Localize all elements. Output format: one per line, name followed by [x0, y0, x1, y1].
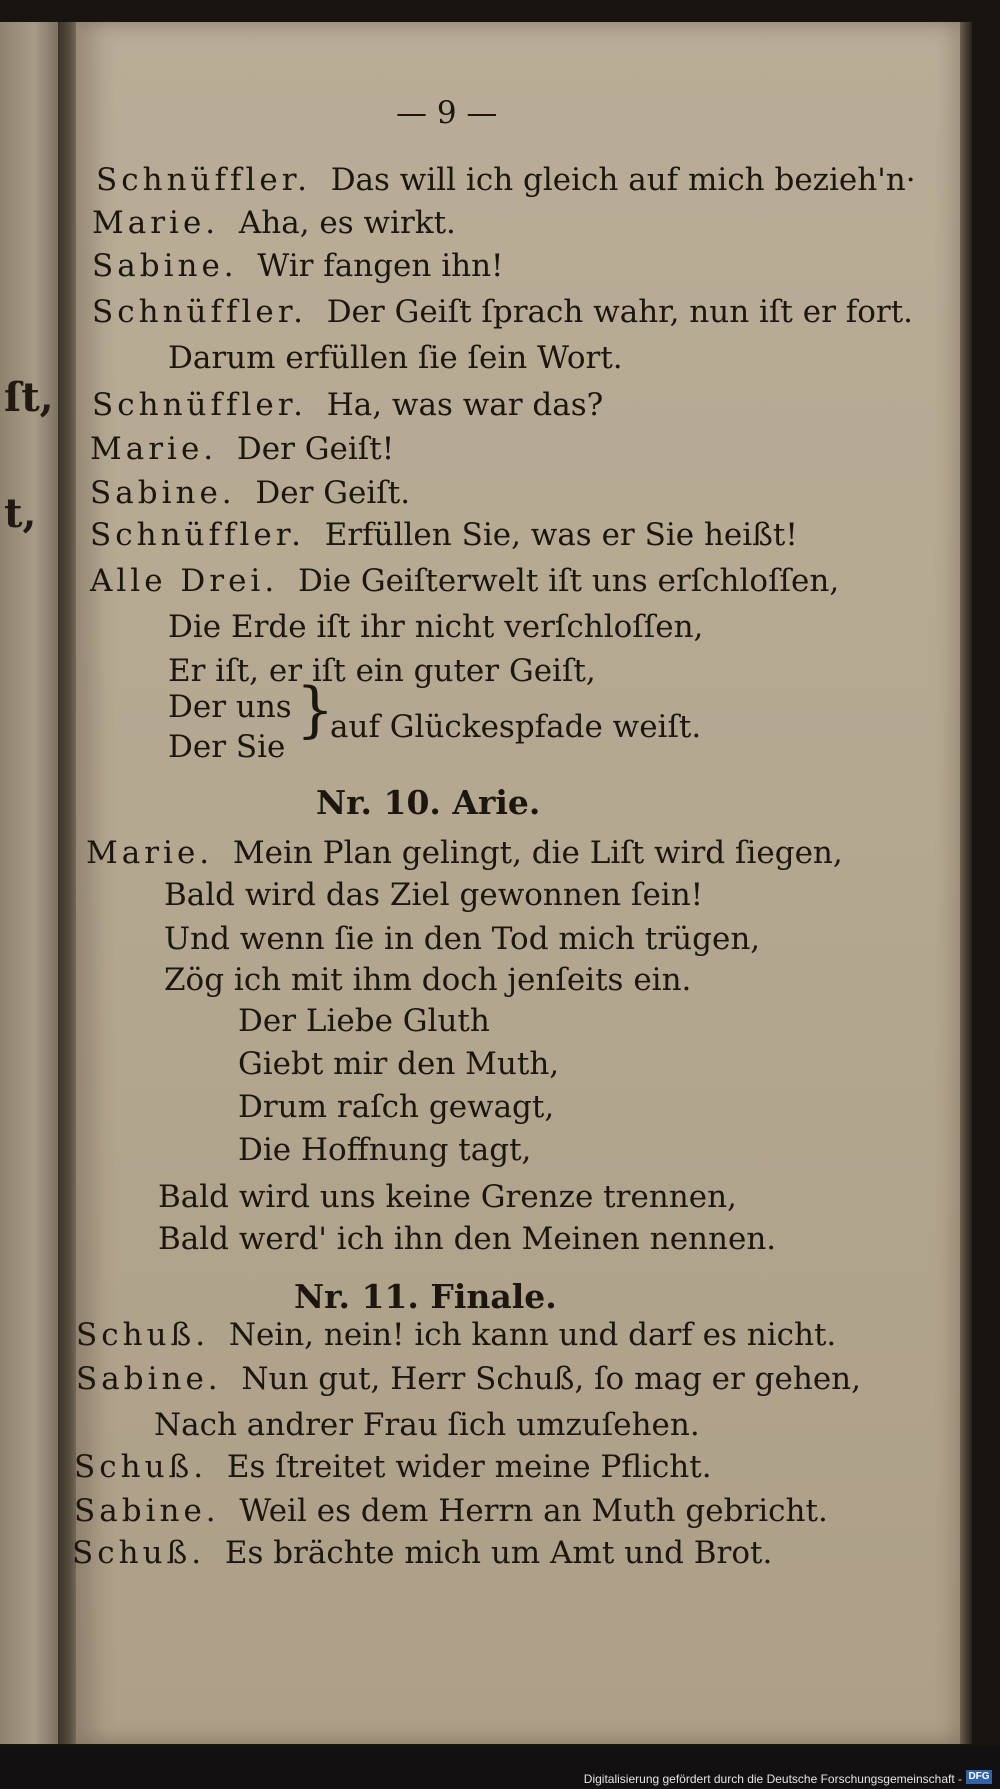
dialogue-line	[92, 387, 604, 423]
line-text: Mein Plan gelingt, die Liſt wird ſiegen,	[232, 835, 843, 871]
brace-text: auf Glückespfade weiſt.	[330, 709, 702, 745]
dialogue-line	[90, 431, 395, 467]
digitization-credit: Digitalisierung gefördert durch die Deutsche Forschungsgemeinschaft -	[583, 1772, 962, 1786]
dialogue-line	[90, 475, 411, 511]
verse-line: Bald wird uns keine Grenze trennen,	[158, 1179, 737, 1215]
speaker-name: Schuß.	[74, 1449, 208, 1485]
dialogue-line	[76, 1317, 837, 1353]
line-text: Nach andrer Frau ſich umzuſehen.	[154, 1407, 700, 1443]
dialogue-line	[90, 563, 840, 599]
line-text: Erfüllen Sie, was er Sie heißt!	[324, 517, 798, 553]
line-text: Aha, es wirkt.	[238, 205, 456, 241]
speaker-name: Schnüffler.	[92, 387, 307, 423]
section-heading: Nr. 10. Arie.	[316, 783, 541, 822]
brace-line: Der Sie	[168, 729, 286, 765]
line-text: Nein, nein! ich kann und darf es nicht.	[228, 1317, 837, 1353]
verse-line: Giebt mir den Muth,	[238, 1046, 560, 1082]
dialogue-line	[74, 1449, 712, 1485]
section-heading: Nr. 11. Finale.	[294, 1277, 557, 1316]
line-text: Es brächte mich um Amt und Brot.	[224, 1535, 773, 1571]
line-text: Wir fangen ihn!	[257, 248, 504, 284]
speaker-name: Sabine.	[92, 248, 238, 284]
verse-line: Zög ich mit ihm doch jenſeits ein.	[164, 962, 692, 998]
speaker-name: Alle Drei.	[90, 563, 279, 599]
speaker-name: Schnüffler.	[90, 517, 305, 553]
page-number: — 9 —	[396, 95, 498, 131]
dialogue-line	[90, 517, 798, 553]
line-text: Es ſtreitet wider meine Pflicht.	[226, 1449, 712, 1485]
left-page-edge	[0, 22, 58, 1744]
speaker-name: Schuß.	[76, 1317, 210, 1353]
dialogue-line	[154, 1407, 700, 1443]
dialogue-line	[92, 294, 914, 330]
speaker-name: Marie.	[90, 431, 218, 467]
speaker-name: Schnüffler.	[92, 294, 307, 330]
curly-brace: }	[296, 675, 335, 745]
line-text: Ha, was war das?	[326, 387, 604, 423]
line-text: Der Geiſt ſprach wahr, nun iſt er fort.	[326, 294, 914, 330]
dfg-logo: DFG	[966, 1770, 992, 1784]
speaker-name: Sabine.	[90, 475, 236, 511]
dialogue-line	[86, 835, 843, 871]
left-page-fragment: ſt,	[4, 374, 54, 421]
verse-line: Und wenn ſie in den Tod mich trügen,	[164, 921, 761, 957]
dialogue-line	[92, 248, 504, 284]
speaker-name: Sabine.	[74, 1493, 220, 1529]
line-text: Das will ich gleich auf mich bezieh'n·	[330, 162, 916, 198]
page-edge	[960, 22, 972, 1744]
speaker-name: Schnüffler.	[96, 162, 311, 198]
verse-line: Der Liebe Gluth	[238, 1003, 490, 1039]
left-page-fragment: t,	[4, 490, 37, 537]
dialogue-line	[72, 1535, 773, 1571]
line-text: Darum erfüllen ſie ſein Wort.	[168, 340, 623, 376]
dialogue-line	[76, 1361, 861, 1397]
line-text: Weil es dem Herrn an Muth gebricht.	[239, 1493, 828, 1529]
dialogue-line	[168, 340, 623, 376]
line-text: Nun gut, Herr Schuß, ſo mag er gehen,	[241, 1361, 861, 1397]
book-gutter	[58, 22, 78, 1744]
verse-line: Drum raſch gewagt,	[238, 1089, 555, 1125]
verse-line: Bald werd' ich ihn den Meinen nennen.	[158, 1221, 777, 1257]
brace-line: Der uns	[168, 689, 292, 725]
speaker-name: Marie.	[86, 835, 214, 871]
verse-line: Bald wird das Ziel gewonnen ſein!	[164, 877, 704, 913]
line-text: Die Geiſterwelt iſt uns erſchloſſen,	[297, 563, 840, 599]
verse-line: Die Erde iſt ihr nicht verſchloſſen,	[168, 609, 704, 645]
verse-line: Die Hoffnung tagt,	[238, 1132, 532, 1168]
line-text: Der Geiſt!	[236, 431, 395, 467]
speaker-name: Marie.	[92, 205, 220, 241]
speaker-name: Sabine.	[76, 1361, 222, 1397]
line-text: Der Geiſt.	[255, 475, 411, 511]
dialogue-line	[92, 205, 456, 241]
verse-line: Er iſt, er iſt ein guter Geiſt,	[168, 653, 596, 689]
dialogue-line	[74, 1493, 828, 1529]
speaker-name: Schuß.	[72, 1535, 206, 1571]
dialogue-line	[96, 162, 916, 198]
